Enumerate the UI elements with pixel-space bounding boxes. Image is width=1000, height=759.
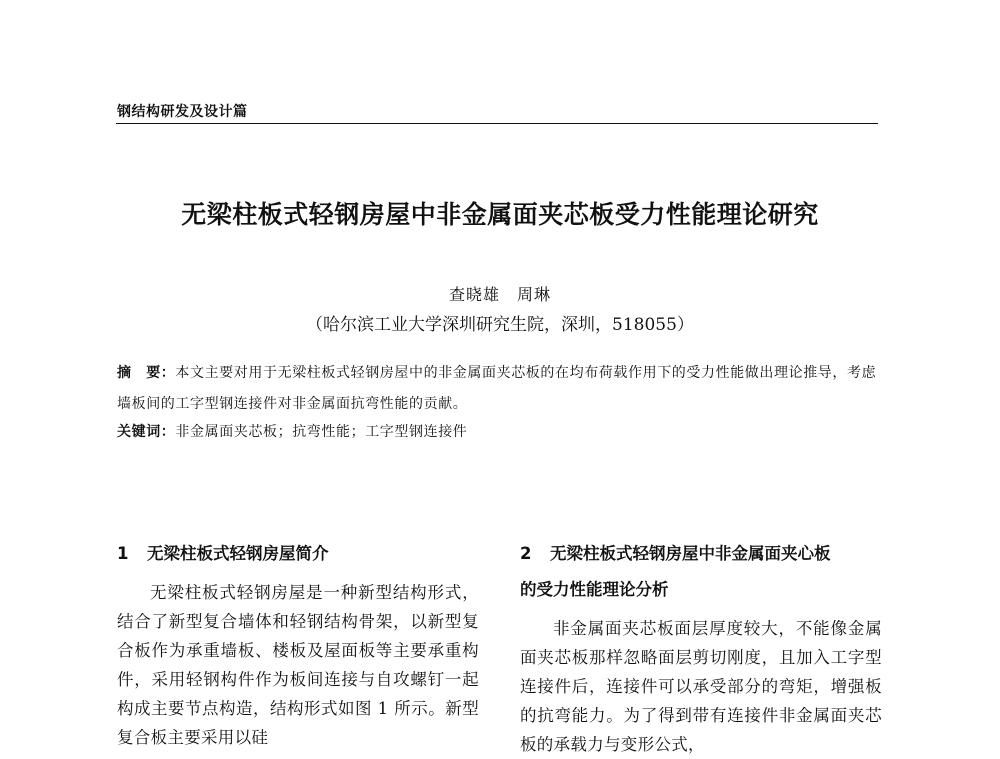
- section-1-body: 无梁柱板式轻钢房屋是一种新型结构形式，结合了新型复合墙体和轻钢结构骨架，以新型复合板作为承重墙板、楼板及屋面板等主要承重构件，采用轻钢构件作为板间连接与自攻螺钉一起构成主要节点构造，结构形式如图 1 所示。新型复合板主要采用以硅: [117, 583, 479, 747]
- abstract-label: 摘 要：: [117, 365, 176, 381]
- section-1-heading: [117, 536, 479, 572]
- header-rule: [116, 123, 878, 124]
- section-2-title-line2: 的受力性能理论分析: [520, 580, 669, 599]
- keywords: [117, 421, 882, 441]
- section-2-heading: [520, 536, 882, 608]
- paper-title: 无梁柱板式轻钢房屋中非金属面夹芯板受力性能理论研究: [181, 200, 819, 229]
- abstract-text: 本文主要对用于无梁柱板式轻钢房屋中的非金属面夹芯板的在均布荷载作用下的受力性能做出理论推导，考虑墙板间的工字型钢连接件对非金属面抗弯性能的贡献。: [117, 365, 877, 412]
- affiliation: （哈尔滨工业大学深圳研究生院，深圳，518055）: [306, 315, 694, 335]
- keywords-text: 非金属面夹芯板；抗弯性能；工字型钢连接件: [175, 424, 468, 440]
- abstract: [117, 358, 882, 420]
- section-2-body: 非金属面夹芯板面层厚度较大，不能像金属面夹芯板那样忽略面层剪切刚度，且加入工字型连接件后，连接件可以承受部分的弯矩，增强板的抗弯能力。为了得到带有连接件非金属面夹芯板的承载力与变形公式，: [520, 619, 882, 754]
- authors: 查晓雄 周琳: [448, 285, 551, 304]
- running-head: 钢结构研发及设计篇: [117, 104, 248, 120]
- section-2-title-line1: 无梁柱板式轻钢房屋中非金属面夹心板: [550, 544, 831, 563]
- section-1-number: 1: [117, 544, 129, 563]
- section-2-number: 2: [520, 544, 532, 563]
- left-column: [117, 536, 479, 752]
- right-column: [520, 536, 882, 759]
- keywords-label: 关键词：: [117, 424, 176, 440]
- section-1-title: 无梁柱板式轻钢房屋简介: [147, 544, 329, 563]
